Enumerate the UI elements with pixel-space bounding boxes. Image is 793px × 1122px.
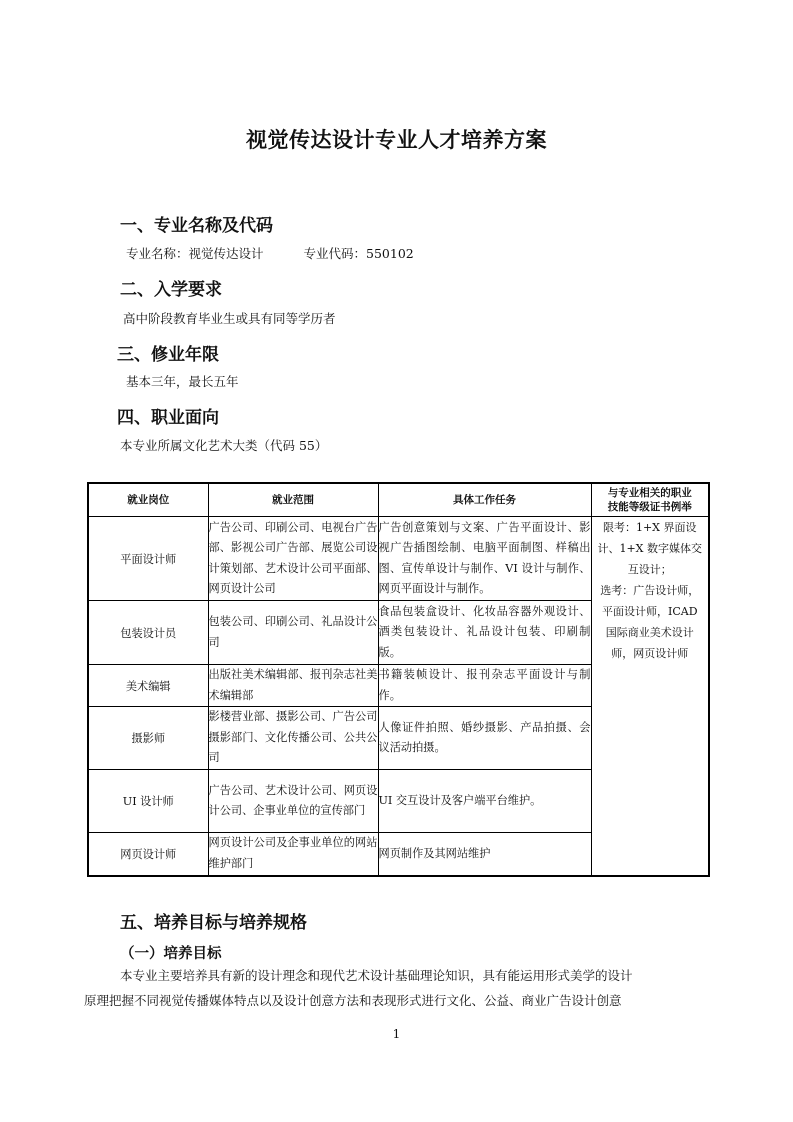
cert-line: 选考：广告设计师， [600, 584, 700, 597]
row-scope: 包装公司、印刷公司、礼品设计公司 [208, 601, 378, 665]
row-tasks: 书籍装帧设计、报刊杂志平面设计与制作。 [378, 665, 591, 707]
table-header-row [88, 483, 709, 517]
header-cert-line2: 技能等级证书例举 [607, 501, 692, 513]
paragraph-line-2: 原理把握不同视觉传播媒体特点以及设计创意方法和表现形式进行文化、公益、商业广告设计创意 [84, 993, 622, 1008]
cert-line: 限考：1+X 界面设 [602, 521, 697, 534]
row-position: 摄影师 [88, 707, 208, 770]
row-tasks: 广告创意策划与文案、广告平面设计、影视广告插图绘制、电脑平面制图、样稿出图、宣传单设计与制作、VI 设计与制作、网页平面设计与制作。 [378, 517, 591, 601]
section-heading-4: 四、职业面向 [117, 408, 219, 428]
row-scope: 网页设计公司及企事业单位的网站维护部门 [208, 833, 378, 876]
header-cert-line1: 与专业相关的职业 [607, 487, 692, 499]
row-tasks: 网页制作及其网站维护 [378, 833, 591, 876]
row-scope: 出版社美术编辑部、报刊杂志社美术编辑部 [208, 665, 378, 707]
career-category-text: 本专业所属文化艺术大类（代码 55） [120, 438, 328, 453]
header-cert [591, 483, 709, 517]
major-info-line [126, 244, 414, 264]
section-heading-1: 一、专业名称及代码 [120, 216, 273, 236]
row-position: 包装设计员 [88, 601, 208, 665]
row-position: UI 设计师 [88, 770, 208, 833]
row-position: 美术编辑 [88, 665, 208, 707]
row-tasks: 食品包装盒设计、化妆品容器外观设计、酒类包装设计、礼品设计包装、印刷制版。 [378, 601, 591, 665]
section-heading-3: 三、修业年限 [117, 345, 219, 365]
header-position: 就业岗位 [88, 483, 208, 517]
cert-cell [591, 517, 709, 876]
page-number: 1 [392, 1027, 401, 1041]
document-title: 视觉传达设计专业人才培养方案 [246, 128, 547, 152]
header-scope: 就业范围 [208, 483, 378, 517]
row-position: 网页设计师 [88, 833, 208, 876]
row-position: 平面设计师 [88, 517, 208, 601]
admission-text: 高中阶段教育毕业生或具有同等学历者 [123, 311, 336, 326]
cert-line: 互设计； [627, 563, 672, 576]
row-tasks: 人像证件拍照、婚纱摄影、产品拍摄、会议活动拍摄。 [378, 707, 591, 770]
header-tasks: 具体工作任务 [378, 483, 591, 517]
duration-text: 基本三年，最长五年 [126, 374, 239, 389]
row-scope: 广告公司、印刷公司、电视台广告部、影视公司广告部、展览公司设计策划部、艺术设计公司平面部、网页设计公司 [208, 517, 378, 601]
row-scope: 影楼营业部、摄影公司、广告公司摄影部门、文化传播公司、公共公司 [208, 707, 378, 770]
cert-line: 平面设计师，ICAD [601, 605, 698, 618]
paragraph-line-1: 本专业主要培养具有新的设计理念和现代艺术设计基础理论知识，具有能运用形式美学的设计 [120, 968, 633, 983]
row-tasks: UI 交互设计及客户端平台维护。 [378, 770, 591, 833]
cert-line: 国际商业美术设计 [605, 626, 694, 639]
section-heading-5: 五、培养目标与培养规格 [120, 913, 307, 933]
major-name: 专业名称：视觉传达设计 [126, 246, 264, 261]
section-heading-2: 二、入学要求 [120, 280, 222, 300]
cert-line: 师，网页设计师 [611, 647, 689, 660]
training-goal-paragraph [84, 963, 720, 1013]
subsection-heading: （一）培养目标 [120, 946, 222, 962]
major-code: 专业代码：550102 [303, 246, 414, 261]
cert-line: 计、1+X 数字媒体交 [597, 542, 703, 555]
row-scope: 广告公司、艺术设计公司、网页设计公司、企事业单位的宣传部门 [208, 770, 378, 833]
table-row [88, 517, 709, 601]
career-table [87, 482, 710, 877]
